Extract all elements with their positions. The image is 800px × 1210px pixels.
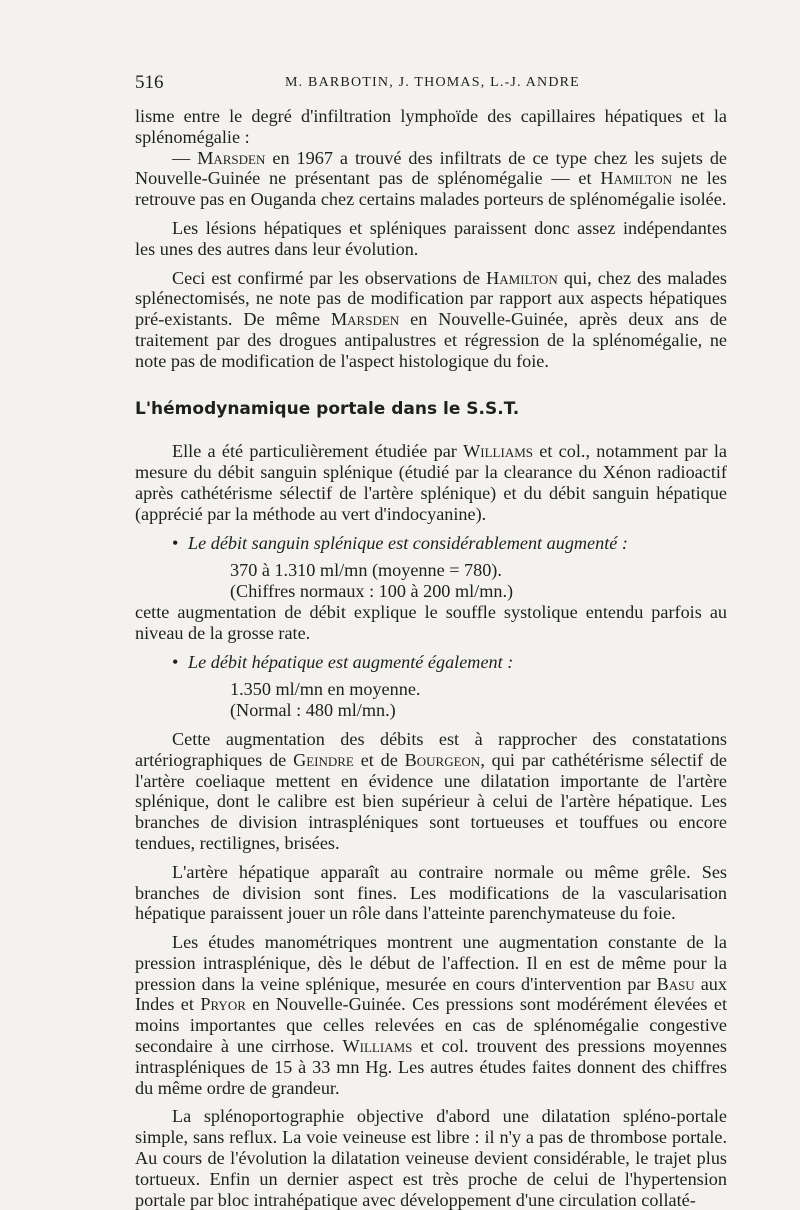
paragraph: Les études manométriques montrent une augmentation constante de la pression intrasplénique, dès le début de l'affection. Il en est de même pour la pression dans la veine splénique, mesurée en cours d'intervention par Basu aux Indes et Pryor en Nouvelle-Guinée. Ces pressions sont modérément élevées et moins importantes que celles relevées en cas de splénomégalie congestive secondaire à une cirrhose. Williams et col. trouvent des pressions moyennes intraspléniques de 15 à 33 mn Hg. Les autres études faites donnent des chiffres du même ordre de grandeur. xyxy=(135,932,727,1098)
bullet-item xyxy=(135,533,727,554)
bullet-item xyxy=(135,652,727,673)
author-name: Williams xyxy=(342,1036,413,1057)
author-name: Pryor xyxy=(200,994,246,1015)
author-name: Basu xyxy=(656,973,695,994)
body-text xyxy=(135,106,727,1210)
author-name: Bourgeon xyxy=(404,749,481,770)
author-name: Williams xyxy=(463,441,533,462)
running-title: M. BARBOTIN, J. THOMAS, L.-J. ANDRE xyxy=(285,75,580,90)
author-name: Marsden xyxy=(330,309,400,330)
paragraph: Elle a été particulièrement étudiée par Williams et col., notamment par la mesure du débit sanguin splénique (étudié par la clearance du Xénon radioactif après cathétérisme sélectif de l'artère splénique) et du débit sanguin hépatique (apprécié par la méthode au vert d'indocyanine). xyxy=(135,441,727,524)
page-header xyxy=(135,72,727,98)
paragraph: Les lésions hépatiques et spléniques paraissent donc assez indépendantes les unes des autres dans leur évolution. xyxy=(135,217,727,259)
figure-line: (Normal : 480 ml/mn.) xyxy=(230,700,396,721)
paragraph: L'artère hépatique apparaît au contraire normale ou même grêle. Ses branches de division sont fines. Les modifications de la vascularisation hépatique paraissent jouer un rôle dans l'atteinte parenchymateuse du foie. xyxy=(135,861,727,924)
paragraph: Ceci est confirmé par les observations de Hamilton qui, chez des malades splénectomisés, ne note pas de modification par rapport aux aspects hépatiques pré-existants. De même Marsden en Nouvelle-Guinée, après deux ans de traitement par des drogues antipalustres et régression de la splénomégalie, ne note pas de modification de l'aspect histologique du foie. xyxy=(135,267,727,371)
author-name: Geindre xyxy=(293,749,354,770)
paragraph: lisme entre le degré d'infiltration lymphoïde des capillaires hépatiques et la splénomégalie : xyxy=(135,106,727,147)
bullet-text: Le débit sanguin splénique est considérablement augmenté : xyxy=(188,532,628,553)
figure-line: 370 à 1.310 ml/mn (moyenne = 780). xyxy=(230,560,502,581)
paragraph: Cette augmentation des débits est à rapprocher des constatations artériographiques de Geindre et de Bourgeon, qui par cathétérisme sélectif de l'artère coeliaque mettent en évidence une dilatation importante de l'artère splénique, dont le calibre est bien supérieur à celui de l'artère hépatique. Les branches de division intraspléniques sont tortueuses et touffues ou encore tendues, rectilignes, brisées. xyxy=(135,728,727,853)
paragraph: cette augmentation de débit explique le souffle systolique entendu parfois au niveau de la grosse rate. xyxy=(135,601,727,643)
paragraph: La splénoportographie objective d'abord une dilatation spléno-portale simple, sans reflux. La voie veineuse est libre : il n'y a pas de thrombose portale. Au cours de l'évolution la dilatation veineuse devient considérable, le trajet plus tortueux. Enfin un dernier aspect est très proche de celui de l'hypertension portale par bloc intrahépatique avec développement d'une circulation collaté- xyxy=(135,1106,727,1210)
bullet-text: Le débit hépatique est augmenté également : xyxy=(188,651,514,672)
figure-line: (Chiffres normaux : 100 à 200 ml/mn.) xyxy=(230,581,514,602)
figure-line: 1.350 ml/mn en moyenne. xyxy=(230,679,421,700)
author-name: Marsden xyxy=(197,147,266,168)
section-heading: L'hémodynamique portale dans le S.S.T. xyxy=(135,398,520,419)
paragraph: — Marsden en 1967 a trouvé des infiltrats de ce type chez les sujets de Nouvelle-Guinée ne présentant pas de splénomégalie — et Hamilton ne les retrouve pas en Ouganda chez certains malades porteurs de splénomégalie isolée. xyxy=(135,147,727,210)
bullet-marker: • xyxy=(172,651,179,672)
author-name: Hamilton xyxy=(486,267,558,288)
bullet-marker: • xyxy=(172,532,179,553)
author-name: Hamilton xyxy=(600,168,673,189)
page-number: 516 xyxy=(135,72,164,93)
